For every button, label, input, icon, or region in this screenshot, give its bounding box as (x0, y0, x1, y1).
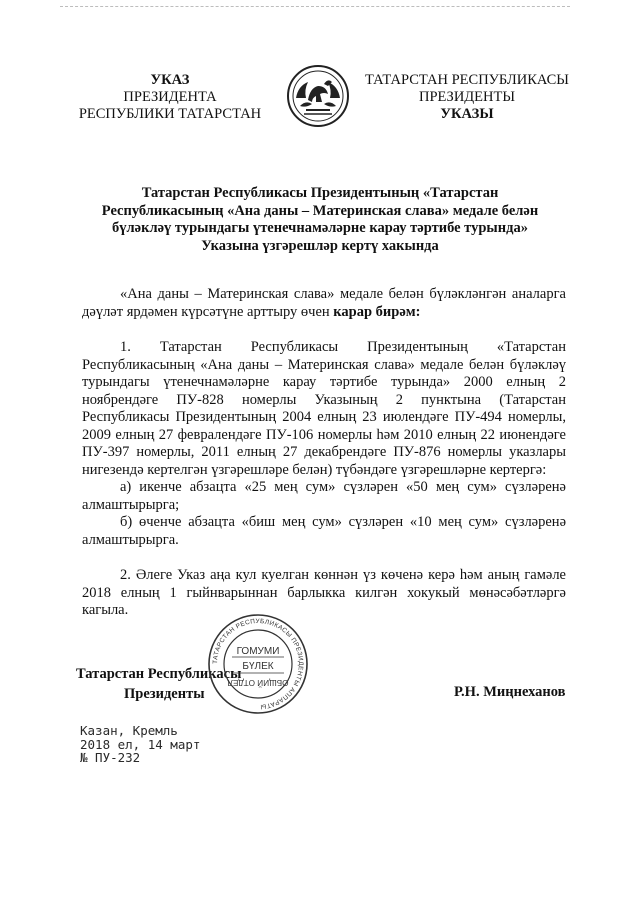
preamble-text: «Ана даны – Материнская слава» медале белән бүләкләнгән аналарга дәүләт ярдәмен күрсәтүне арттыру өчен (82, 286, 566, 320)
decree-title (80, 185, 560, 255)
signatory-title-line-1: Татарстан Республикасы (76, 666, 242, 682)
clause-1b: б) өченче абзацта «биш мең сум» сүзләрен «10 мең сум» сүзләренә алмаштырырга. (82, 514, 566, 548)
header-left-line-1: УКАЗ (150, 72, 190, 88)
header-russian (70, 72, 270, 123)
stamp-center-top: ГОМУМИ (236, 646, 280, 657)
header-right-line-2: ПРЕЗИДЕНТЫ (418, 89, 516, 105)
registration-place: Казан, Кремль (80, 723, 178, 738)
general-department-stamp (206, 612, 310, 716)
decree-clauses (82, 339, 566, 620)
clause-2: 2. Әлеге Указ аңа кул куелган көннән үз көченә керә һәм аның гамәле 2018 елның 1 гыйнварыннан барлыкка килгән хокукый мөнәсәбәтләргә кагыла. (82, 567, 566, 618)
stamp-center-mid: БҮЛЕК (242, 661, 274, 672)
registration-number: № ПУ-232 (80, 750, 141, 765)
registration-block (80, 724, 200, 765)
header-right-line-3: УКАЗЫ (440, 106, 494, 122)
title-line-4: Указына үзгәрешләр кертү хакында (201, 237, 439, 254)
title-line-3: бүләкләү турындагы үтенечнамәләрне карау тәртибе турында» (112, 220, 528, 236)
stamp-center-bottom: ОБЩИЙ ОТДЕЛ (227, 678, 289, 687)
stamp-ring-text: ТАТАРСТАН РЕСПУБЛИКАСЫ ПРЕЗИДЕНТЫ АППАРАТЫ (211, 617, 305, 711)
header-right-line-1: ТАТАРСТАН РЕСПУБЛИКАСЫ (365, 72, 569, 88)
decree-preamble (82, 286, 566, 321)
scan-top-edge (60, 6, 570, 7)
header-left-line-2: ПРЕЗИДЕНТА (123, 89, 217, 105)
preamble-resolution: карар бирәм: (333, 303, 421, 320)
clause-1a: а) икенче абзацта «25 мең сум» сүзләрен «50 мең сум» сүзләренә алмаштырырга; (82, 479, 566, 513)
title-line-2: Республикасының «Ана даны – Материнская слава» медале белән (101, 202, 539, 219)
signatory-name: Р.Н. Миңнеханов (454, 684, 566, 700)
header-left-line-3: РЕСПУБЛИКИ ТАТАРСТАН (78, 106, 262, 122)
clause-1: 1. Татарстан Республикасы Президентының «Татарстан Республикасының «Ана даны – Материнская слава» медале белән бүләкләү турындагы үтенечнамәләрне карау тәртибе турында» 2000 елның 2 ноябрендәге ПУ-828 номерлы Указының 2 пунктына (Татарстан Республикасы Президентының 2004 елның 23 июлендәге ПУ-494 номерлы, 2009 елның 27 февралендәге ПУ-106 номерлы һәм 2010 елның 22 июнендәге ПУ-397 номерлы, 2011 елның 27 декабрендәге ПУ-876 номерлы указлары нигезендә кертелгән үзгәрешләре белән) түбәндәге үзгәрешләрне кертергә: (82, 339, 566, 478)
header-tatar (362, 72, 572, 123)
registration-date: 2018 ел, 14 март (80, 736, 201, 752)
signatory-title-line-2: Президенты (124, 686, 205, 702)
coat-of-arms-icon (286, 64, 350, 128)
title-line-1: Татарстан Республикасы Президентының «Татарстан (141, 185, 499, 201)
